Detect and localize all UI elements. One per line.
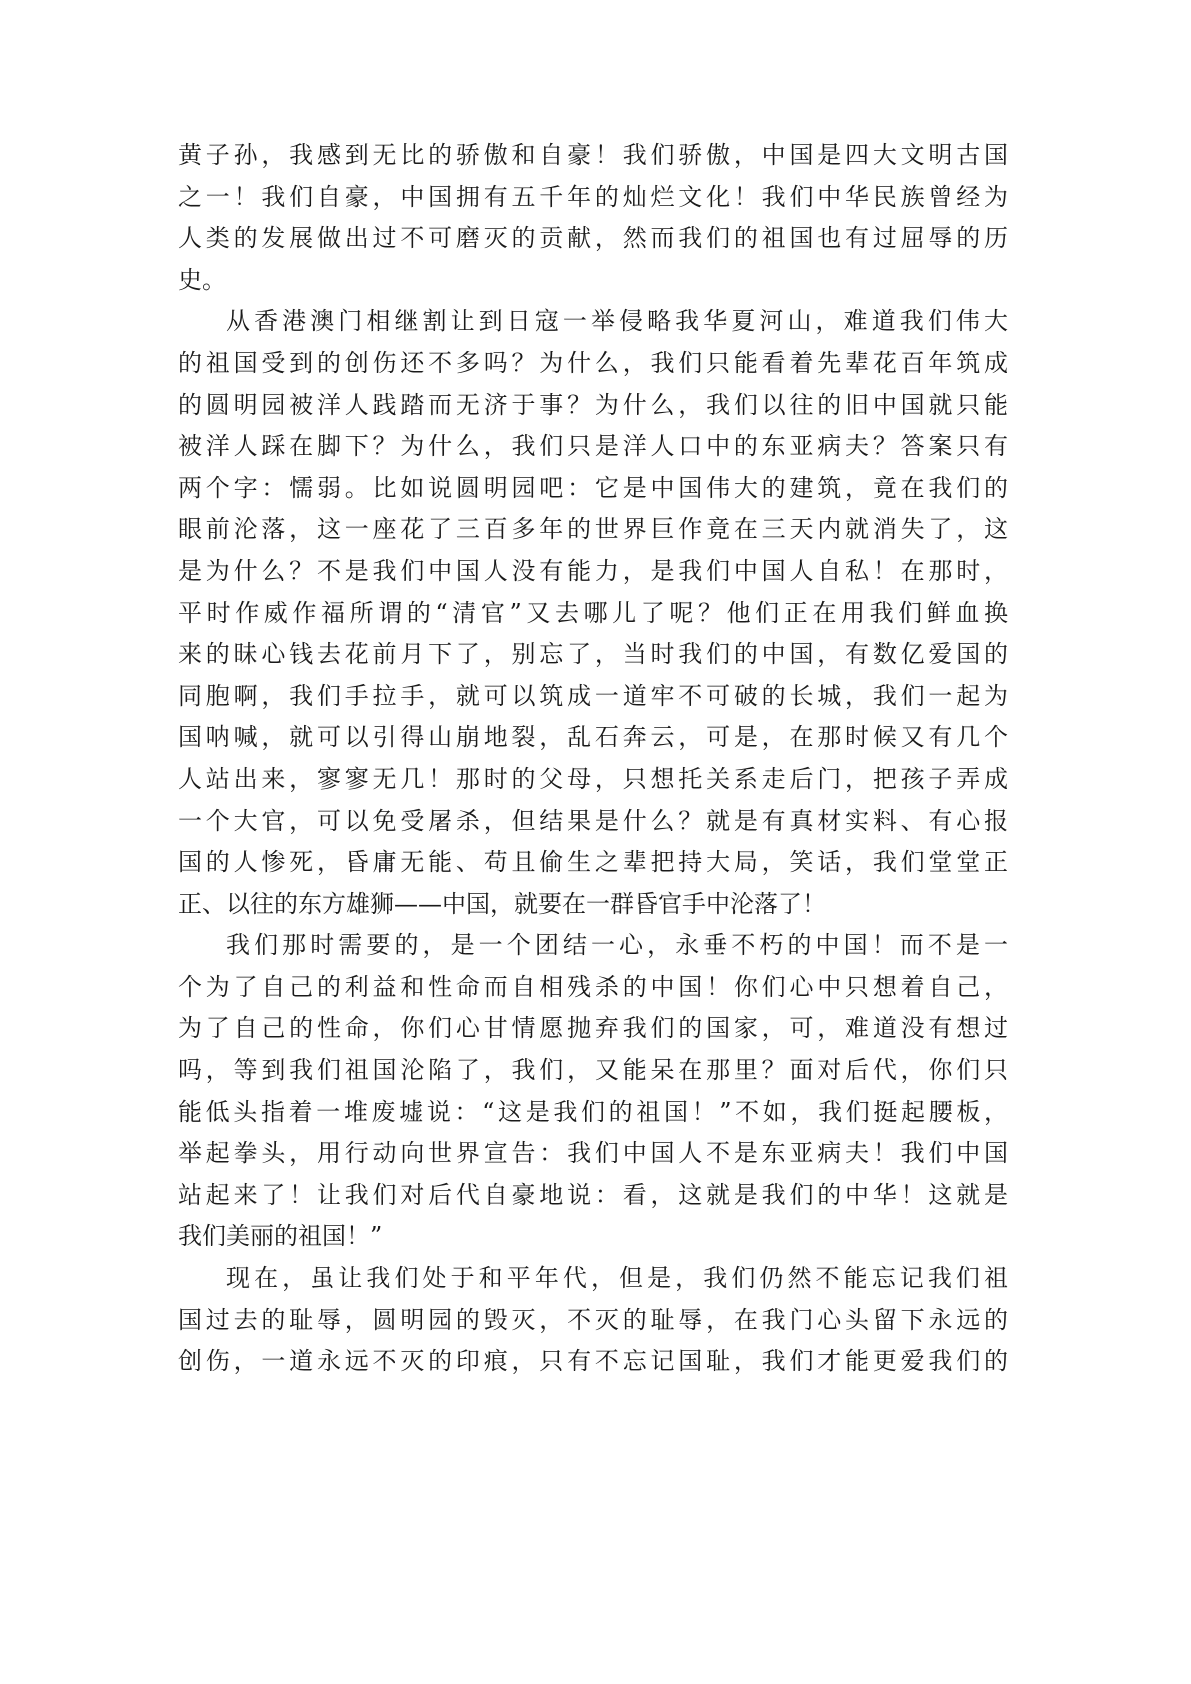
text-line: 我们那时需要的，是一个团结一心，永垂不朽的中国！而不是一 [226,931,1008,960]
text-line: 现在，虽让我们处于和平年代，但是，我们仍然不能忘记我们祖 [226,1264,1008,1293]
text-line: 个为了自己的利益和性命而自相残杀的中国！你们心中只想着自己， [178,972,1008,1001]
text-line: 我们美丽的祖国！” [178,1222,383,1251]
text-line: 站起来了！让我们对后代自豪地说：看，这就是我们的中华！这就是 [178,1180,1008,1209]
text-line: 的圆明园被洋人践踏而无济于事？为什么，我们以往的旧中国就只能 [178,390,1008,419]
text-line: 吗，等到我们祖国沦陷了，我们，又能呆在那里？面对后代，你们只 [178,1056,1008,1085]
text-line: 平时作威作福所谓的“清官”又去哪儿了呢？他们正在用我们鲜血换 [178,598,1008,627]
text-line: 史。 [178,265,226,294]
text-line: 的祖国受到的创伤还不多吗？为什么，我们只能看着先辈花百年筑成 [178,348,1008,377]
text-line: 举起拳头，用行动向世界宣告：我们中国人不是东亚病夫！我们中国 [178,1139,1008,1168]
text-line: 来的昧心钱去花前月下了，别忘了，当时我们的中国，有数亿爱国的 [178,640,1008,669]
text-line: 国呐喊，就可以引得山崩地裂，乱石奔云，可是，在那时候又有几个 [178,723,1008,752]
text-line: 两个字：懦弱。比如说圆明园吧：它是中国伟大的建筑，竟在我们的 [178,473,1008,502]
text-line: 从香港澳门相继割让到日寇一举侵略我华夏河山，难道我们伟大 [226,307,1008,336]
text-line: 能低头指着一堆废墟说：“这是我们的祖国！”不如，我们挺起腰板， [178,1097,1008,1126]
text-line: 为了自己的性命，你们心甘情愿抛弃我们的国家，可，难道没有想过 [178,1014,1008,1043]
text-line: 同胞啊，我们手拉手，就可以筑成一道牢不可破的长城，我们一起为 [178,681,1008,710]
text-line: 人类的发展做出过不可磨灭的贡献，然而我们的祖国也有过屈辱的历 [178,224,1008,253]
text-line: 人站出来，寥寥无几！那时的父母，只想托关系走后门，把孩子弄成 [178,764,1008,793]
text-line: 之一！我们自豪，中国拥有五千年的灿烂文化！我们中华民族曾经为 [178,182,1008,211]
text-line: 被洋人踩在脚下？为什么，我们只是洋人口中的东亚病夫？答案只有 [178,432,1008,461]
text-line: 是为什么？不是我们中国人没有能力，是我们中国人自私！在那时， [178,556,1008,585]
document-body [178,135,1008,1383]
text-line: 正、以往的东方雄狮——中国，就要在一群昏官手中沦落了！ [178,889,826,918]
text-line: 眼前沦落，这一座花了三百多年的世界巨作竟在三天内就消失了，这 [178,515,1008,544]
text-line: 黄子孙，我感到无比的骄傲和自豪！我们骄傲，中国是四大文明古国 [178,141,1008,169]
text-line: 国过去的耻辱，圆明园的毁灭，不灭的耻辱，在我门心头留下永远的 [178,1305,1008,1334]
text-line: 创伤，一道永远不灭的印痕，只有不忘记国耻，我们才能更爱我们的 [178,1347,1008,1376]
text-line: 国的人惨死，昏庸无能、苟且偷生之辈把持大局，笑话，我们堂堂正 [178,848,1008,877]
text-line: 一个大官，可以免受屠杀，但结果是什么？就是有真材实料、有心报 [178,806,1008,835]
